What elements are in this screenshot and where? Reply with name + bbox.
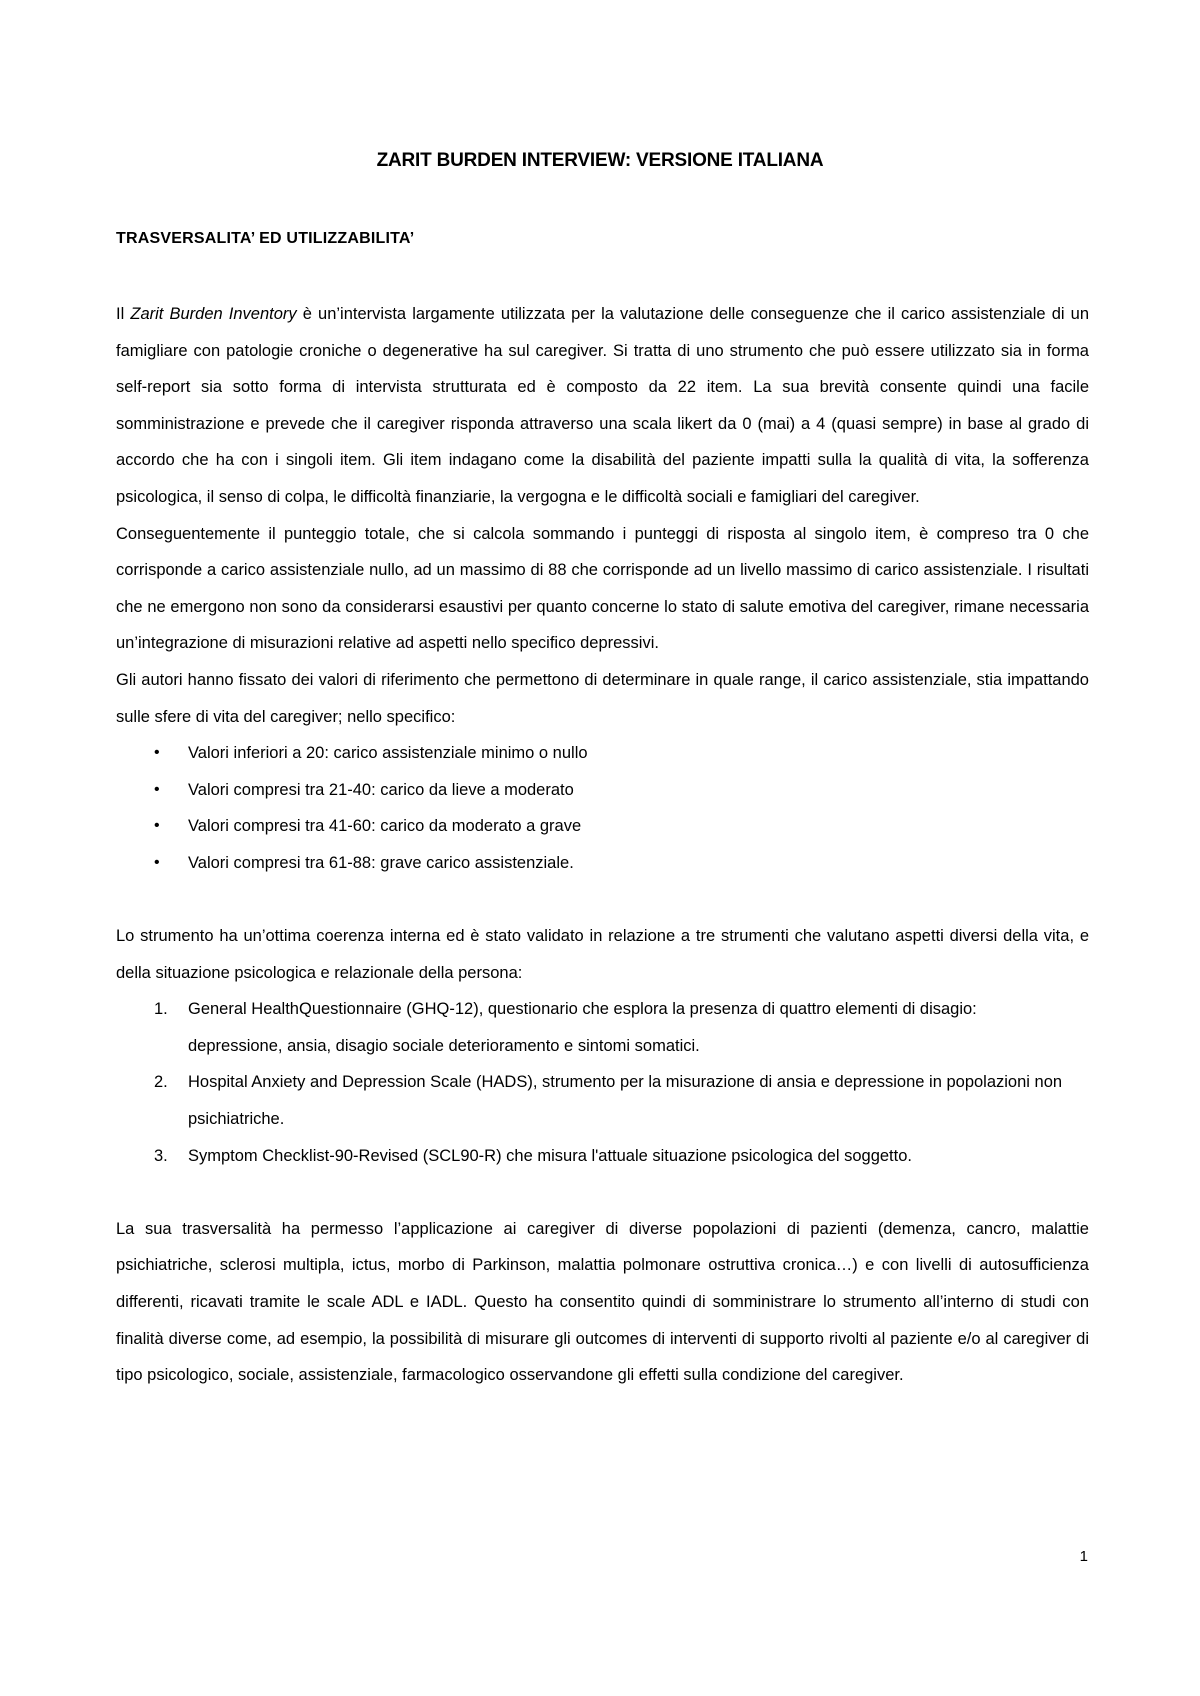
- list-item: [116, 1064, 1089, 1137]
- ranges-list: [116, 735, 1089, 881]
- list-number: 1.: [154, 1000, 168, 1019]
- list-text: Symptom Checklist-90-Revised (SCL90-R) che misura l'attuale situazione psicologica del soggetto.: [188, 1146, 912, 1165]
- list-item: • Valori compresi tra 41-60: carico da moderato a grave: [116, 808, 1089, 845]
- document-body: [116, 296, 1089, 1394]
- list-item: • Valori compresi tra 61-88: grave carico assistenziale.: [116, 845, 1089, 882]
- paragraph-transversality: La sua trasversalità ha permesso l’applicazione ai caregiver di diverse popolazioni di pazienti (demenza, cancro, malattie psichiatriche, sclerosi multipla, ictus, morbo di Parkinson, malattia polmonare ostruttiva cronica…) e con livelli di autosufficienza differenti, ricavati tramite le scale ADL e IADL. Questo ha consentito quindi di somministrare lo strumento all’interno di studi con finalità diverse come, ad esempio, la possibilità di misurare gli outcomes di interventi di supporto rivolti al paziente e/o al caregiver di tipo psicologico, sociale, assistenziale, farmacologico osservandone gli effetti sulla condizione del caregiver.: [116, 1219, 1089, 1385]
- paragraph-validation: Lo strumento ha un’ottima coerenza interna ed è stato validato in relazione a tre strumenti che valutano aspetti diversi della vita, e della situazione psicologica e relazionale della persona:: [116, 927, 1089, 982]
- paragraph-reference-values: Gli autori hanno fissato dei valori di riferimento che permettono di determinare in quale range, il carico assistenziale, stia impattando sulle sfere di vita del caregiver; nello specifico:: [116, 670, 1089, 726]
- intro-text: è un’intervista largamente utilizzata per la valutazione delle conseguenze che il carico assistenziale di un famigliare con patologie croniche o degenerative ha sul caregiver. Si tratta di uno strumento che può essere utilizzato sia in forma self-report sia sotto forma di intervista strutturata ed è composto da 22 item. La sua brevità consente quindi una facile somministrazione e prevede che il caregiver risponda attraverso una scala likert da 0 (mai) a 4 (quasi sempre) in base al grado di accordo che ha con i singoli item. Gli item indagano come la disabilità del paziente impatti sulla la qualità di vita, la sofferenza psicologica, il senso di colpa, le difficoltà finanziarie, la vergogna e le difficoltà sociali e famigliari del caregiver.: [116, 305, 1089, 506]
- intro-lead: Il: [116, 305, 131, 323]
- list-item: [116, 1138, 1089, 1175]
- paragraph-score: Conseguentemente il punteggio totale, che si calcola sommando i punteggi di risposta al singolo item, è compreso tra 0 che corrisponde a carico assistenziale nullo, ad un massimo di 88 che corrisponde ad un livello massimo di carico assistenziale. I risultati che ne emergono non sono da considerarsi esaustivi per quanto concerne lo stato di salute emotiva del caregiver, rimane necessaria un’integrazione di misurazioni relative ad aspetti nello specifico depressivi.: [116, 524, 1089, 653]
- list-number: 3.: [154, 1146, 168, 1165]
- page-number: 1: [1079, 1548, 1088, 1565]
- list-number: 2.: [154, 1073, 168, 1092]
- spacer: [116, 882, 1089, 919]
- spacer: [116, 1174, 1089, 1211]
- document-title: ZARIT BURDEN INTERVIEW: VERSIONE ITALIANA: [376, 150, 824, 171]
- list-item: [116, 991, 1089, 1064]
- intro-paragraph: [116, 296, 1089, 516]
- list-item: • Valori inferiori a 20: carico assistenziale minimo o nullo: [116, 735, 1089, 772]
- list-text: General HealthQuestionnaire (GHQ-12), questionario che esplora la presenza di quattro elementi di disagio: depressione, ansia, disagio sociale deterioramento e sintomi somatici.: [188, 1000, 977, 1055]
- section-heading: TRASVERSALITA’ ED UTILIZZABILITA’: [116, 230, 415, 247]
- list-item: • Valori compresi tra 21-40: carico da lieve a moderato: [116, 772, 1089, 809]
- intro-italic-term: Zarit Burden Inventory: [130, 305, 297, 323]
- instruments-list: [116, 991, 1089, 1174]
- list-text: Hospital Anxiety and Depression Scale (HADS), strumento per la misurazione di ansia e depressione in popolazioni non psichiatriche.: [188, 1073, 1063, 1129]
